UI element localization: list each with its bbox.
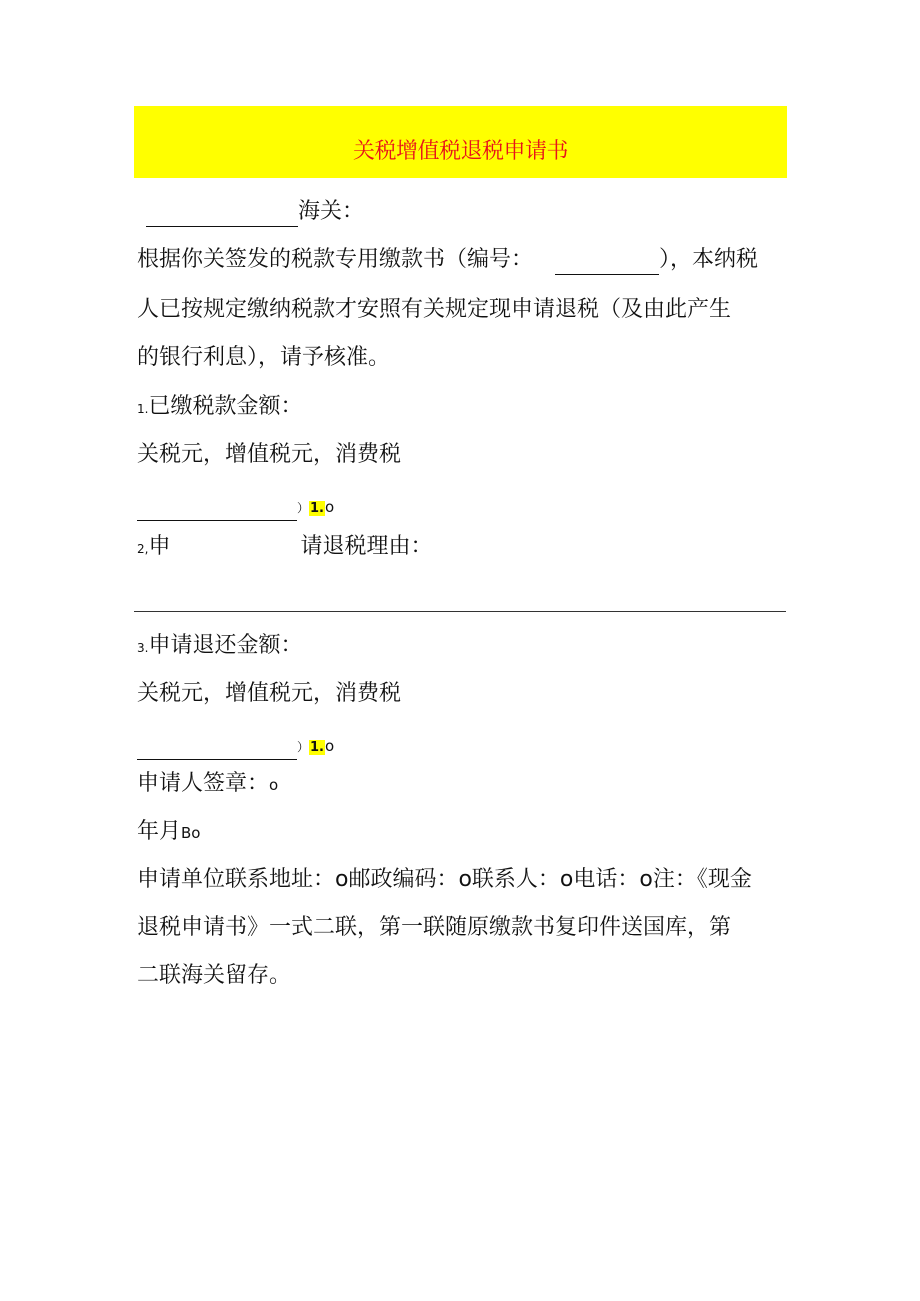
section3-number: 3. (137, 641, 149, 655)
addressee-label: 海关： (298, 199, 365, 224)
section3-heading (137, 632, 302, 662)
section3-paren: ） (297, 740, 310, 754)
contact-line-1: 申请单位联系地址：o邮政编码：o联系人：o电话：o注：《现金 (137, 867, 752, 892)
section1-amount-line (137, 492, 334, 523)
date-label: 年月 (137, 819, 182, 844)
document-title: 关税增值税退税申请书 (352, 139, 568, 164)
signature-line (137, 770, 278, 799)
intro-line-2: 人已按规定缴纳税款才安照有关规定现申请退税（及由此产生 (137, 297, 732, 322)
signature-label: 申请人签章： (137, 771, 270, 796)
section3-title: 申请退还金额： (148, 633, 303, 658)
date-end: Bo (181, 824, 201, 842)
intro-text-1b: ），本纳税 (659, 247, 759, 272)
section1-paren: ） (297, 501, 310, 515)
section3-end: o (325, 737, 335, 755)
section3-mark: 1. (310, 740, 324, 755)
voucher-number-blank (555, 246, 659, 275)
section1-end: o (325, 498, 335, 516)
section3-amount-line (137, 731, 334, 762)
section1-amount-blank (137, 492, 297, 521)
section1-number: 1. (137, 402, 149, 416)
addressee-line (146, 198, 364, 227)
intro-line-1 (137, 246, 758, 275)
intro-text-1a: 根据你关签发的税款专用缴款书（编号： (137, 247, 534, 272)
section2-title-a: 申 (148, 534, 171, 559)
section1-heading (137, 393, 302, 423)
section2-title-b: 请退税理由： (300, 534, 433, 559)
date-line (137, 818, 200, 847)
contact-line-2: 退税申请书》一式二联，第一联随原缴款书复印件送国库，第 (137, 915, 732, 940)
section3-amount-blank (137, 731, 297, 760)
section1-taxes: 关税元，增值税元，消费税 (137, 442, 402, 467)
signature-end: o (269, 776, 279, 794)
reason-line (134, 611, 786, 612)
section1-mark: 1. (310, 501, 324, 516)
title-banner (134, 106, 787, 178)
contact-line-3: 二联海关留存。 (137, 963, 292, 988)
section3-taxes: 关税元，增值税元，消费税 (137, 681, 402, 706)
customs-name-blank (146, 198, 298, 227)
intro-line-3: 的银行利息），请予核准。 (137, 345, 391, 370)
section2-heading (137, 533, 432, 563)
section1-title: 已缴税款金额： (148, 394, 303, 419)
section2-number: 2, (137, 542, 149, 556)
